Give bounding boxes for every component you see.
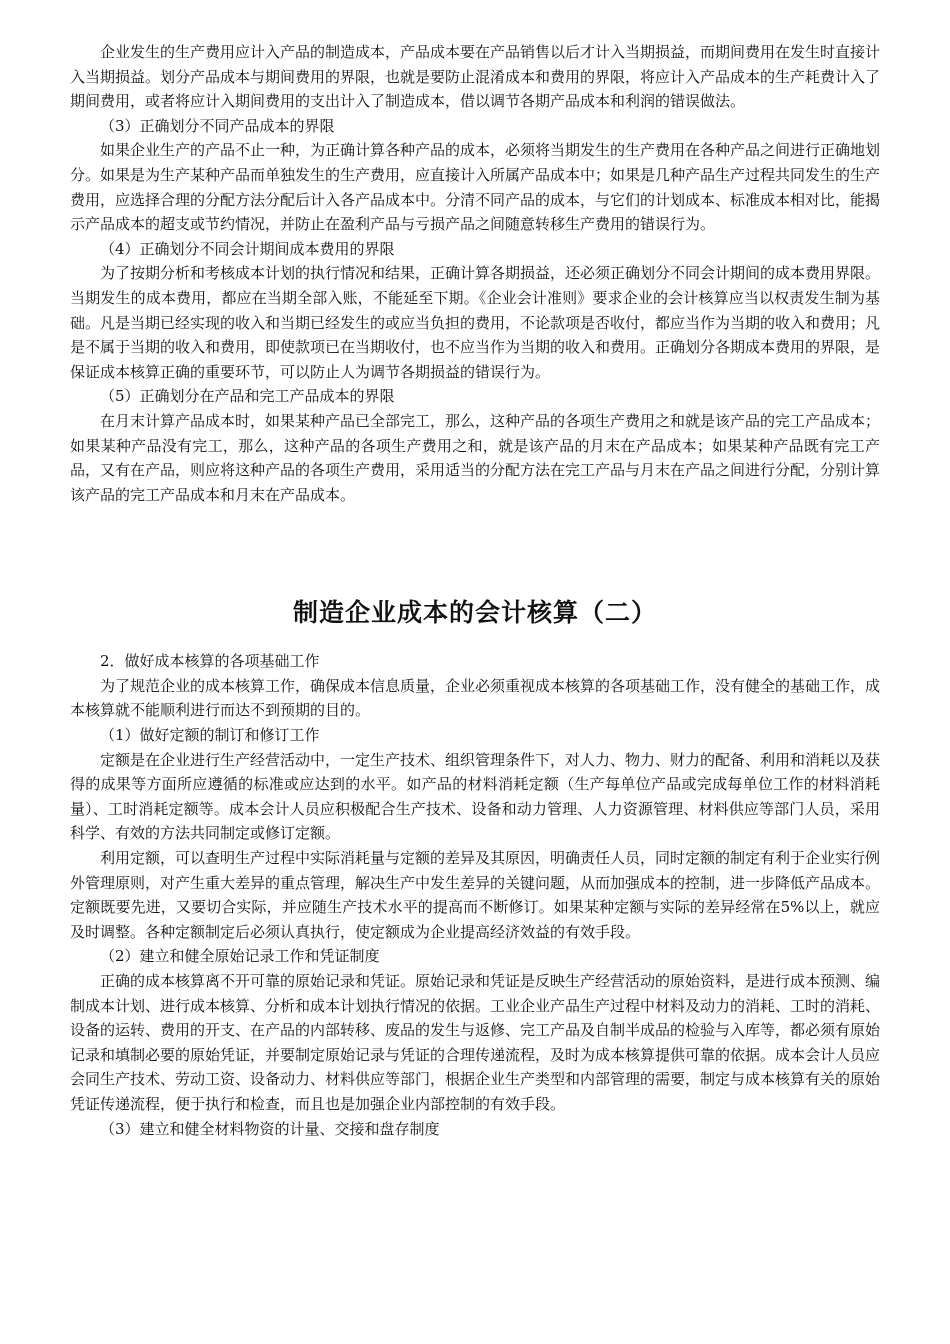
- body-paragraph: 在月末计算产品成本时，如果某种产品已全部完工，那么，这种产品的各项生产费用之和就是该产品的完工产品成本；如果某种产品没有完工，那么，这种产品的各项生产费用之和，就是该产品的月末在产品成本；如果某种产品既有完工产品，又有在产品，则应将这种产品的各项生产费用，采用适当的分配方法在完工产品与月末在产品之间进行分配，分别计算该产品的完工产品成本和月末在产品成本。: [70, 411, 881, 504]
- document-page: [70, 40, 880, 1141]
- body-paragraph: 利用定额，可以查明生产过程中实际消耗量与定额的差异及其原因，明确责任人员，同时定额的制定有利于企业实行例外管理原则，对产生重大差异的重点管理，解决生产中发生差异的关键问题，从而加强成本的控制，进一步降低产品成本。定额既要先进，又要切合实际，并应随生产技术水平的提高而不断修订。如果某种定额与实际的差异经常在5%以上，就应及时调整。各种定额制定后必须认真执行，使定额成为企业提高经济效益的有效手段。: [70, 849, 881, 941]
- subheading: （3）正确划分不同产品成本的界限: [100, 116, 335, 135]
- document-title: 制造企业成本的会计核算（二）: [292, 598, 657, 628]
- subheading: （1）做好定额的制订和修订工作: [100, 726, 320, 745]
- subheading: （2）建立和健全原始记录工作和凭证制度: [100, 947, 380, 966]
- subheading: （5）正确划分在产品和完工产品成本的界限: [100, 387, 395, 406]
- body-paragraph: 企业发生的生产费用应计入产品的制造成本，产品成本要在产品销售以后才计入当期损益，而期间费用在发生时直接计入当期损益。划分产品成本与期间费用的界限，也就是要防止混淆成本和费用的界限，将应计入产品成本的生产耗费计入了期间费用，或者将应计入期间费用的支出计入了制造成本，借以调节各期产品成本和利润的错误做法。: [70, 43, 881, 111]
- body-paragraph: 正确的成本核算离不开可靠的原始记录和凭证。原始记录和凭证是反映生产经营活动的原始资料，是进行成本预测、编制成本计划、进行成本核算、分析和成本计划执行情况的依据。工业企业产品生产过程中材料及动力的消耗、工时的消耗、设备的运转、费用的开支、在产品的内部转移、废品的发生与返修、完工产品及自制半成品的检验与入库等，都必须有原始记录和填制必要的原始凭证，并要制定原始记录与凭证的合理传递流程，及时为成本核算提供可靠的依据。成本会计人员应会同生产技术、劳动工资、设备动力、材料供应等部门，根据企业生产类型和内部管理的需要，制定与成本核算有关的原始凭证传递流程，便于执行和检查，而且也是加强企业内部控制的有效手段。: [70, 972, 881, 1113]
- body-paragraph: 为了按期分析和考核成本计划的执行情况和结果，正确计算各期损益，还必须正确划分不同会计期间的成本费用界限。当期发生的成本费用，都应在当期全部入账，不能延至下期。《企业会计准则》要求企业的会计核算应当以权责发生制为基础。凡是当期已经实现的收入和当期已经发生的或应当负担的费用，不论款项是否收付，都应当作为当期的收入和费用；凡是不属于当期的收入和费用，即使款项已在当期收付，也不应当作为当期的收入和费用。正确划分各期成本费用的界限，是保证成本核算正确的重要环节，可以防止人为调节各期损益的错误行为。: [70, 264, 881, 381]
- section-part-one: [70, 40, 880, 507]
- body-paragraph: 定额是在企业进行生产经营活动中，一定生产技术、组织管理条件下，对人力、物力、财力的配备、利用和消耗以及获得的成果等方面所应遵循的标准或应达到的水平。如产品的材料消耗定额（生产每单位产品或完成每单位工作的材料消耗量）、工时消耗定额等。成本会计人员应积极配合生产技术、设备和动力管理、人力资源管理、材料供应等部门人员，采用科学、有效的方法共同制定或修订定额。: [70, 750, 881, 843]
- section-part-two: [70, 649, 880, 1141]
- subheading: （3）建立和健全材料物资的计量、交接和盘存制度: [100, 1119, 440, 1138]
- body-paragraph: 为了规范企业的成本核算工作，确保成本信息质量，企业必须重视成本核算的各项基础工作，没有健全的基础工作，成本核算就不能顺利进行而达不到预期的目的。: [70, 676, 881, 720]
- subheading: 2．做好成本核算的各项基础工作: [100, 652, 320, 671]
- subheading: （4）正确划分不同会计期间成本费用的界限: [100, 239, 395, 258]
- body-paragraph: 如果企业生产的产品不止一种，为正确计算各种产品的成本，必须将当期发生的生产费用在各种产品之间进行正确地划分。如果是为生产某种产品而单独发生的生产费用，应直接计入所属产品成本中；如果是几种产品生产过程共同发生的生产费用，应选择合理的分配方法分配后计入各产品成本中。分清不同产品的成本，与它们的计划成本、标准成本相对比，能揭示产品成本的超支或节约情况，并防止在盈利产品与亏损产品之间随意转移生产费用的错误行为。: [70, 141, 881, 234]
